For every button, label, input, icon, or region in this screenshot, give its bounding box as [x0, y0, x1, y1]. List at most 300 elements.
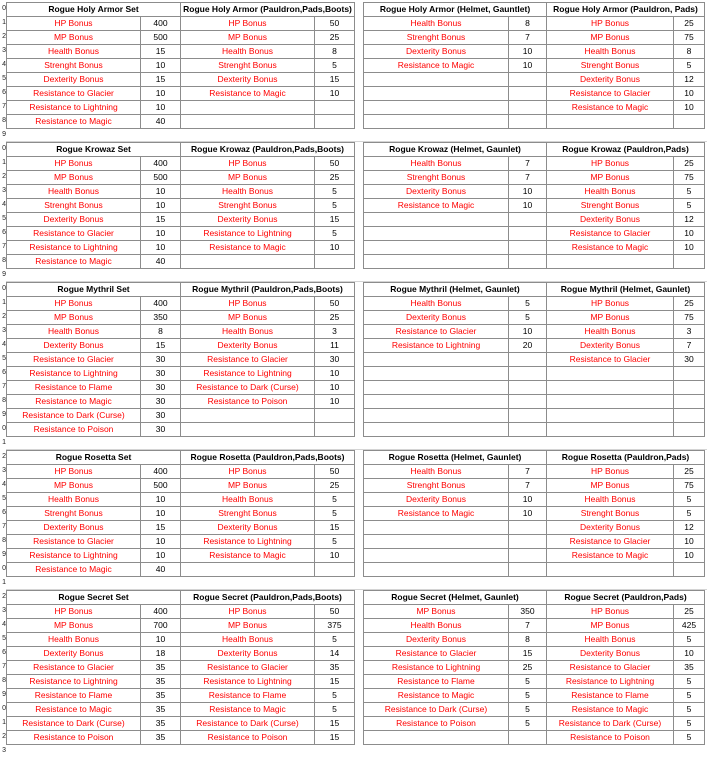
stat-label[interactable]: MP Bonus [364, 605, 509, 619]
stat-value[interactable]: 15 [509, 647, 547, 661]
stat-label[interactable]: Strenght Bonus [181, 59, 315, 73]
empty-cell[interactable] [315, 101, 355, 115]
blank-row[interactable] [6, 576, 707, 590]
stat-value[interactable]: 7 [509, 465, 547, 479]
stat-label[interactable]: Strenght Bonus [547, 507, 674, 521]
empty-cell[interactable] [315, 255, 355, 269]
stat-value[interactable]: 10 [315, 241, 355, 255]
stat-value[interactable]: 7 [509, 619, 547, 633]
table-title[interactable]: Rogue Holy Armor (Helmet, Gauntlet) [364, 3, 547, 17]
stat-label[interactable]: Resistance to Flame [547, 689, 674, 703]
stat-label[interactable]: Resistance to Glacier [547, 535, 674, 549]
stat-label[interactable]: Dexterity Bonus [7, 647, 141, 661]
stat-label[interactable]: MP Bonus [7, 311, 141, 325]
empty-cell[interactable] [364, 521, 509, 535]
stat-label[interactable]: Health Bonus [7, 493, 141, 507]
empty-cell[interactable] [674, 409, 705, 423]
stat-value[interactable]: 15 [315, 731, 355, 745]
stat-label[interactable]: Dexterity Bonus [364, 633, 509, 647]
stat-value[interactable]: 30 [674, 353, 705, 367]
empty-cell[interactable] [547, 367, 674, 381]
stat-value[interactable]: 500 [141, 479, 181, 493]
stat-value[interactable]: 5 [509, 703, 547, 717]
empty-cell[interactable] [509, 115, 547, 129]
stat-value[interactable]: 10 [141, 199, 181, 213]
stat-label[interactable]: Resistance to Glacier [547, 227, 674, 241]
stat-value[interactable]: 15 [315, 717, 355, 731]
stat-value[interactable]: 15 [141, 339, 181, 353]
stat-value[interactable]: 10 [674, 535, 705, 549]
stat-value[interactable]: 10 [141, 241, 181, 255]
stat-value[interactable]: 15 [315, 675, 355, 689]
stat-value[interactable]: 400 [141, 297, 181, 311]
stat-value[interactable]: 400 [141, 465, 181, 479]
stat-value[interactable]: 25 [315, 171, 355, 185]
empty-cell[interactable] [674, 395, 705, 409]
table-title[interactable]: Rogue Secret (Helmet, Gaunlet) [364, 591, 547, 605]
stat-label[interactable]: Health Bonus [7, 633, 141, 647]
stat-label[interactable]: Dexterity Bonus [7, 339, 141, 353]
stat-value[interactable]: 25 [315, 31, 355, 45]
stat-label[interactable]: Resistance to Lightning [364, 661, 509, 675]
stat-value[interactable]: 5 [315, 703, 355, 717]
stat-value[interactable]: 5 [509, 675, 547, 689]
stat-label[interactable]: Dexterity Bonus [547, 339, 674, 353]
stat-label[interactable]: Resistance to Lightning [7, 241, 141, 255]
stat-value[interactable]: 40 [141, 115, 181, 129]
empty-cell[interactable] [364, 353, 509, 367]
empty-cell[interactable] [509, 227, 547, 241]
stat-label[interactable]: Dexterity Bonus [364, 311, 509, 325]
empty-cell[interactable] [509, 549, 547, 563]
table-title[interactable]: Rogue Secret Set [7, 591, 181, 605]
stat-label[interactable]: HP Bonus [547, 17, 674, 31]
stat-label[interactable]: HP Bonus [7, 297, 141, 311]
stat-label[interactable]: Health Bonus [364, 17, 509, 31]
stat-value[interactable]: 10 [141, 493, 181, 507]
stat-label[interactable]: Resistance to Glacier [364, 647, 509, 661]
stat-value[interactable]: 10 [674, 549, 705, 563]
stat-label[interactable]: Resistance to Lightning [547, 675, 674, 689]
stat-value[interactable]: 8 [674, 45, 705, 59]
stat-value[interactable]: 350 [141, 311, 181, 325]
stat-label[interactable]: Strenght Bonus [7, 507, 141, 521]
stat-label[interactable]: Resistance to Lightning [7, 367, 141, 381]
stat-label[interactable]: MP Bonus [7, 479, 141, 493]
stat-label[interactable]: HP Bonus [7, 605, 141, 619]
stat-value[interactable]: 400 [141, 157, 181, 171]
table-title[interactable]: Rogue Krowaz Set [7, 143, 181, 157]
stat-value[interactable]: 10 [141, 101, 181, 115]
stat-value[interactable]: 14 [315, 647, 355, 661]
stat-label[interactable]: MP Bonus [181, 31, 315, 45]
stat-value[interactable]: 3 [315, 325, 355, 339]
empty-cell[interactable] [509, 241, 547, 255]
stat-value[interactable]: 10 [509, 493, 547, 507]
empty-cell[interactable] [547, 395, 674, 409]
stat-value[interactable]: 10 [141, 185, 181, 199]
stat-label[interactable]: Resistance to Magic [364, 199, 509, 213]
stat-value[interactable]: 10 [509, 185, 547, 199]
empty-cell[interactable] [674, 367, 705, 381]
table-title[interactable]: Rogue Mythril (Helmet, Gaunlet) [364, 283, 547, 297]
stat-value[interactable]: 3 [674, 325, 705, 339]
stat-value[interactable]: 10 [674, 227, 705, 241]
stat-value[interactable]: 25 [315, 311, 355, 325]
stat-label[interactable]: Health Bonus [364, 297, 509, 311]
stat-label[interactable]: Dexterity Bonus [547, 213, 674, 227]
stat-label[interactable]: Health Bonus [547, 45, 674, 59]
stat-label[interactable]: Resistance to Glacier [7, 535, 141, 549]
stat-label[interactable]: HP Bonus [7, 17, 141, 31]
stat-value[interactable]: 11 [315, 339, 355, 353]
stat-label[interactable]: Resistance to Lightning [181, 535, 315, 549]
table-title[interactable]: Rogue Secret (Pauldron,Pads,Boots) [181, 591, 355, 605]
table-title[interactable]: Rogue Krowaz (Pauldron,Pads) [547, 143, 705, 157]
stat-label[interactable]: Resistance to Magic [547, 101, 674, 115]
stat-value[interactable]: 15 [141, 73, 181, 87]
stat-label[interactable]: Health Bonus [181, 493, 315, 507]
stat-value[interactable]: 30 [141, 381, 181, 395]
stat-value[interactable]: 5 [509, 297, 547, 311]
stat-value[interactable]: 5 [674, 675, 705, 689]
stat-value[interactable]: 50 [315, 605, 355, 619]
empty-cell[interactable] [674, 115, 705, 129]
stat-value[interactable]: 5 [674, 633, 705, 647]
stat-label[interactable]: Resistance to Dark (Curse) [7, 717, 141, 731]
stat-label[interactable]: Dexterity Bonus [7, 521, 141, 535]
stat-value[interactable]: 30 [141, 409, 181, 423]
stat-value[interactable]: 35 [141, 731, 181, 745]
stat-label[interactable]: Strenght Bonus [7, 199, 141, 213]
stat-value[interactable]: 25 [509, 661, 547, 675]
stat-value[interactable]: 30 [315, 353, 355, 367]
blank-row[interactable] [6, 268, 707, 282]
empty-cell[interactable] [509, 73, 547, 87]
empty-cell[interactable] [315, 409, 355, 423]
stat-label[interactable]: HP Bonus [181, 157, 315, 171]
stat-label[interactable]: Resistance to Poison [181, 731, 315, 745]
empty-cell[interactable] [364, 395, 509, 409]
empty-cell[interactable] [509, 213, 547, 227]
stat-label[interactable]: Resistance to Lightning [364, 339, 509, 353]
stat-value[interactable]: 10 [141, 227, 181, 241]
empty-cell[interactable] [547, 115, 674, 129]
stat-label[interactable]: MP Bonus [181, 311, 315, 325]
stat-label[interactable]: Strenght Bonus [181, 507, 315, 521]
stat-label[interactable]: MP Bonus [181, 171, 315, 185]
stat-label[interactable]: Strenght Bonus [547, 199, 674, 213]
stat-label[interactable]: Dexterity Bonus [7, 213, 141, 227]
stat-label[interactable]: Resistance to Poison [547, 731, 674, 745]
stat-value[interactable]: 15 [141, 521, 181, 535]
empty-cell[interactable] [509, 521, 547, 535]
empty-cell[interactable] [364, 115, 509, 129]
stat-value[interactable]: 35 [141, 675, 181, 689]
stat-value[interactable]: 25 [674, 465, 705, 479]
stat-label[interactable]: Dexterity Bonus [547, 73, 674, 87]
empty-cell[interactable] [547, 563, 674, 577]
stat-label[interactable]: HP Bonus [7, 465, 141, 479]
stat-label[interactable]: Resistance to Magic [547, 241, 674, 255]
stat-value[interactable]: 5 [315, 59, 355, 73]
stat-label[interactable]: Resistance to Poison [364, 717, 509, 731]
stat-value[interactable]: 5 [674, 185, 705, 199]
empty-cell[interactable] [181, 409, 315, 423]
stat-value[interactable]: 10 [509, 199, 547, 213]
stat-label[interactable]: Resistance to Glacier [547, 87, 674, 101]
empty-cell[interactable] [547, 381, 674, 395]
stat-label[interactable]: Resistance to Poison [181, 395, 315, 409]
stat-value[interactable]: 8 [509, 633, 547, 647]
empty-cell[interactable] [364, 423, 509, 437]
stat-value[interactable]: 5 [674, 689, 705, 703]
stat-value[interactable]: 50 [315, 297, 355, 311]
stat-value[interactable]: 25 [674, 605, 705, 619]
stat-value[interactable]: 10 [509, 45, 547, 59]
stat-value[interactable]: 400 [141, 605, 181, 619]
empty-cell[interactable] [509, 423, 547, 437]
stat-label[interactable]: Resistance to Magic [181, 549, 315, 563]
stat-value[interactable]: 15 [315, 521, 355, 535]
empty-cell[interactable] [364, 535, 509, 549]
stat-label[interactable]: MP Bonus [181, 619, 315, 633]
stat-label[interactable]: HP Bonus [547, 297, 674, 311]
empty-cell[interactable] [364, 241, 509, 255]
stat-value[interactable]: 35 [674, 661, 705, 675]
stat-label[interactable]: Resistance to Magic [364, 59, 509, 73]
stat-value[interactable]: 10 [141, 87, 181, 101]
stat-value[interactable]: 10 [674, 647, 705, 661]
blank-row[interactable] [6, 128, 707, 142]
table-title[interactable]: Rogue Krowaz (Pauldron,Pads,Boots) [181, 143, 355, 157]
stat-value[interactable]: 10 [141, 59, 181, 73]
stat-label[interactable]: Strenght Bonus [7, 59, 141, 73]
stat-label[interactable]: HP Bonus [7, 157, 141, 171]
stat-value[interactable]: 10 [141, 549, 181, 563]
stat-value[interactable]: 10 [674, 101, 705, 115]
table-title[interactable]: Rogue Mythril (Helmet, Gaunlet) [547, 283, 705, 297]
stat-label[interactable]: Resistance to Magic [7, 255, 141, 269]
empty-cell[interactable] [547, 255, 674, 269]
stat-label[interactable]: Resistance to Lightning [181, 367, 315, 381]
stat-label[interactable]: MP Bonus [7, 619, 141, 633]
stat-label[interactable]: Resistance to Glacier [7, 227, 141, 241]
empty-cell[interactable] [364, 73, 509, 87]
stat-label[interactable]: Strenght Bonus [181, 199, 315, 213]
stat-label[interactable]: MP Bonus [181, 479, 315, 493]
stat-value[interactable]: 5 [674, 493, 705, 507]
stat-label[interactable]: Dexterity Bonus [181, 339, 315, 353]
empty-cell[interactable] [509, 409, 547, 423]
stat-label[interactable]: Resistance to Glacier [547, 661, 674, 675]
stat-value[interactable]: 10 [315, 367, 355, 381]
stat-label[interactable]: MP Bonus [547, 171, 674, 185]
stat-label[interactable]: Resistance to Magic [364, 507, 509, 521]
stat-label[interactable]: Health Bonus [547, 185, 674, 199]
empty-cell[interactable] [509, 367, 547, 381]
stat-value[interactable]: 5 [674, 507, 705, 521]
stat-label[interactable]: Dexterity Bonus [547, 647, 674, 661]
stat-label[interactable]: Dexterity Bonus [181, 213, 315, 227]
empty-cell[interactable] [509, 255, 547, 269]
stat-value[interactable]: 5 [674, 59, 705, 73]
stat-label[interactable]: Health Bonus [7, 185, 141, 199]
stat-label[interactable]: HP Bonus [547, 605, 674, 619]
stat-label[interactable]: Resistance to Glacier [181, 353, 315, 367]
stat-value[interactable]: 5 [674, 717, 705, 731]
empty-cell[interactable] [509, 535, 547, 549]
stat-value[interactable]: 10 [315, 549, 355, 563]
stat-value[interactable]: 25 [315, 479, 355, 493]
table-title[interactable]: Rogue Secret (Pauldron,Pads) [547, 591, 705, 605]
stat-value[interactable]: 5 [509, 689, 547, 703]
empty-cell[interactable] [364, 549, 509, 563]
empty-cell[interactable] [509, 101, 547, 115]
stat-label[interactable]: Health Bonus [547, 325, 674, 339]
stat-value[interactable]: 12 [674, 521, 705, 535]
stat-value[interactable]: 75 [674, 311, 705, 325]
stat-value[interactable]: 35 [141, 689, 181, 703]
stat-label[interactable]: Resistance to Poison [7, 731, 141, 745]
stat-value[interactable]: 5 [674, 199, 705, 213]
stat-value[interactable]: 30 [141, 423, 181, 437]
stat-value[interactable]: 500 [141, 31, 181, 45]
stat-value[interactable]: 700 [141, 619, 181, 633]
stat-value[interactable]: 10 [315, 87, 355, 101]
empty-cell[interactable] [364, 367, 509, 381]
stat-label[interactable]: Resistance to Glacier [7, 661, 141, 675]
stat-label[interactable]: Resistance to Glacier [547, 353, 674, 367]
empty-cell[interactable] [364, 213, 509, 227]
empty-cell[interactable] [364, 227, 509, 241]
stat-value[interactable]: 5 [674, 731, 705, 745]
stat-value[interactable]: 10 [315, 395, 355, 409]
empty-cell[interactable] [364, 101, 509, 115]
empty-cell[interactable] [181, 101, 315, 115]
stat-value[interactable]: 7 [509, 31, 547, 45]
stat-value[interactable]: 75 [674, 479, 705, 493]
stat-value[interactable]: 15 [315, 73, 355, 87]
stat-value[interactable]: 10 [509, 325, 547, 339]
blank-row[interactable] [6, 436, 707, 450]
table-title[interactable]: Rogue Rosetta (Pauldron,Pads,Boots) [181, 451, 355, 465]
stat-label[interactable]: Resistance to Magic [181, 87, 315, 101]
stat-label[interactable]: Resistance to Dark (Curse) [364, 703, 509, 717]
stat-value[interactable]: 25 [674, 157, 705, 171]
stat-value[interactable]: 75 [674, 171, 705, 185]
stat-label[interactable]: MP Bonus [547, 311, 674, 325]
stat-label[interactable]: Resistance to Magic [181, 241, 315, 255]
stat-value[interactable]: 50 [315, 157, 355, 171]
stat-value[interactable]: 10 [509, 507, 547, 521]
stat-label[interactable]: Resistance to Dark (Curse) [181, 381, 315, 395]
empty-cell[interactable] [181, 423, 315, 437]
empty-cell[interactable] [547, 423, 674, 437]
stat-value[interactable]: 10 [315, 381, 355, 395]
stat-label[interactable]: Resistance to Lightning [181, 675, 315, 689]
stat-label[interactable]: Health Bonus [547, 633, 674, 647]
stat-label[interactable]: Health Bonus [7, 325, 141, 339]
table-title[interactable]: Rogue Holy Armor (Pauldron, Pads) [547, 3, 705, 17]
empty-cell[interactable] [181, 563, 315, 577]
stat-value[interactable]: 50 [315, 465, 355, 479]
stat-label[interactable]: Resistance to Glacier [7, 87, 141, 101]
stat-value[interactable]: 35 [315, 661, 355, 675]
empty-cell[interactable] [674, 381, 705, 395]
stat-label[interactable]: HP Bonus [181, 465, 315, 479]
empty-cell[interactable] [509, 731, 547, 745]
stat-value[interactable]: 10 [141, 633, 181, 647]
table-title[interactable]: Rogue Holy Armor (Pauldron,Pads,Boots) [181, 3, 355, 17]
stat-label[interactable]: Resistance to Lightning [7, 675, 141, 689]
stat-label[interactable]: Health Bonus [364, 619, 509, 633]
stat-label[interactable]: Resistance to Flame [7, 689, 141, 703]
stat-value[interactable]: 30 [141, 395, 181, 409]
stat-value[interactable]: 5 [315, 633, 355, 647]
stat-label[interactable]: Health Bonus [181, 45, 315, 59]
stat-value[interactable]: 5 [509, 717, 547, 731]
stat-label[interactable]: Health Bonus [364, 465, 509, 479]
stat-label[interactable]: Dexterity Bonus [364, 185, 509, 199]
stat-label[interactable]: Health Bonus [181, 185, 315, 199]
empty-cell[interactable] [364, 731, 509, 745]
stat-label[interactable]: HP Bonus [181, 297, 315, 311]
empty-cell[interactable] [315, 563, 355, 577]
empty-cell[interactable] [364, 409, 509, 423]
stat-label[interactable]: Resistance to Magic [181, 703, 315, 717]
stat-value[interactable]: 10 [509, 59, 547, 73]
stat-value[interactable]: 5 [315, 535, 355, 549]
stat-label[interactable]: Resistance to Flame [7, 381, 141, 395]
stat-label[interactable]: Dexterity Bonus [181, 647, 315, 661]
stat-label[interactable]: Resistance to Flame [364, 675, 509, 689]
empty-cell[interactable] [674, 255, 705, 269]
stat-label[interactable]: Resistance to Magic [7, 703, 141, 717]
table-title[interactable]: Rogue Holy Armor Set [7, 3, 181, 17]
stat-label[interactable]: Strenght Bonus [364, 171, 509, 185]
stat-value[interactable]: 500 [141, 171, 181, 185]
stat-value[interactable]: 7 [509, 157, 547, 171]
table-title[interactable]: Rogue Rosetta (Pauldron,Pads) [547, 451, 705, 465]
stat-value[interactable]: 15 [315, 213, 355, 227]
stat-value[interactable]: 12 [674, 73, 705, 87]
stat-label[interactable]: Dexterity Bonus [364, 45, 509, 59]
stat-label[interactable]: Resistance to Poison [7, 423, 141, 437]
table-title[interactable]: Rogue Mythril (Pauldron,Pads,Boots) [181, 283, 355, 297]
stat-label[interactable]: Resistance to Glacier [364, 325, 509, 339]
stat-value[interactable]: 40 [141, 563, 181, 577]
stat-label[interactable]: Strenght Bonus [547, 59, 674, 73]
stat-label[interactable]: HP Bonus [181, 605, 315, 619]
stat-label[interactable]: Resistance to Lightning [7, 549, 141, 563]
stat-value[interactable]: 25 [674, 297, 705, 311]
stat-value[interactable]: 12 [674, 213, 705, 227]
stat-value[interactable]: 7 [509, 171, 547, 185]
stat-value[interactable]: 5 [315, 199, 355, 213]
empty-cell[interactable] [674, 423, 705, 437]
stat-label[interactable]: Resistance to Magic [7, 115, 141, 129]
stat-value[interactable]: 35 [141, 661, 181, 675]
stat-label[interactable]: Dexterity Bonus [547, 521, 674, 535]
stat-label[interactable]: Resistance to Magic [547, 549, 674, 563]
stat-label[interactable]: Dexterity Bonus [181, 73, 315, 87]
empty-cell[interactable] [509, 87, 547, 101]
stat-label[interactable]: MP Bonus [7, 171, 141, 185]
stat-value[interactable]: 5 [315, 185, 355, 199]
stat-label[interactable]: Resistance to Dark (Curse) [181, 717, 315, 731]
stat-label[interactable]: Health Bonus [364, 157, 509, 171]
